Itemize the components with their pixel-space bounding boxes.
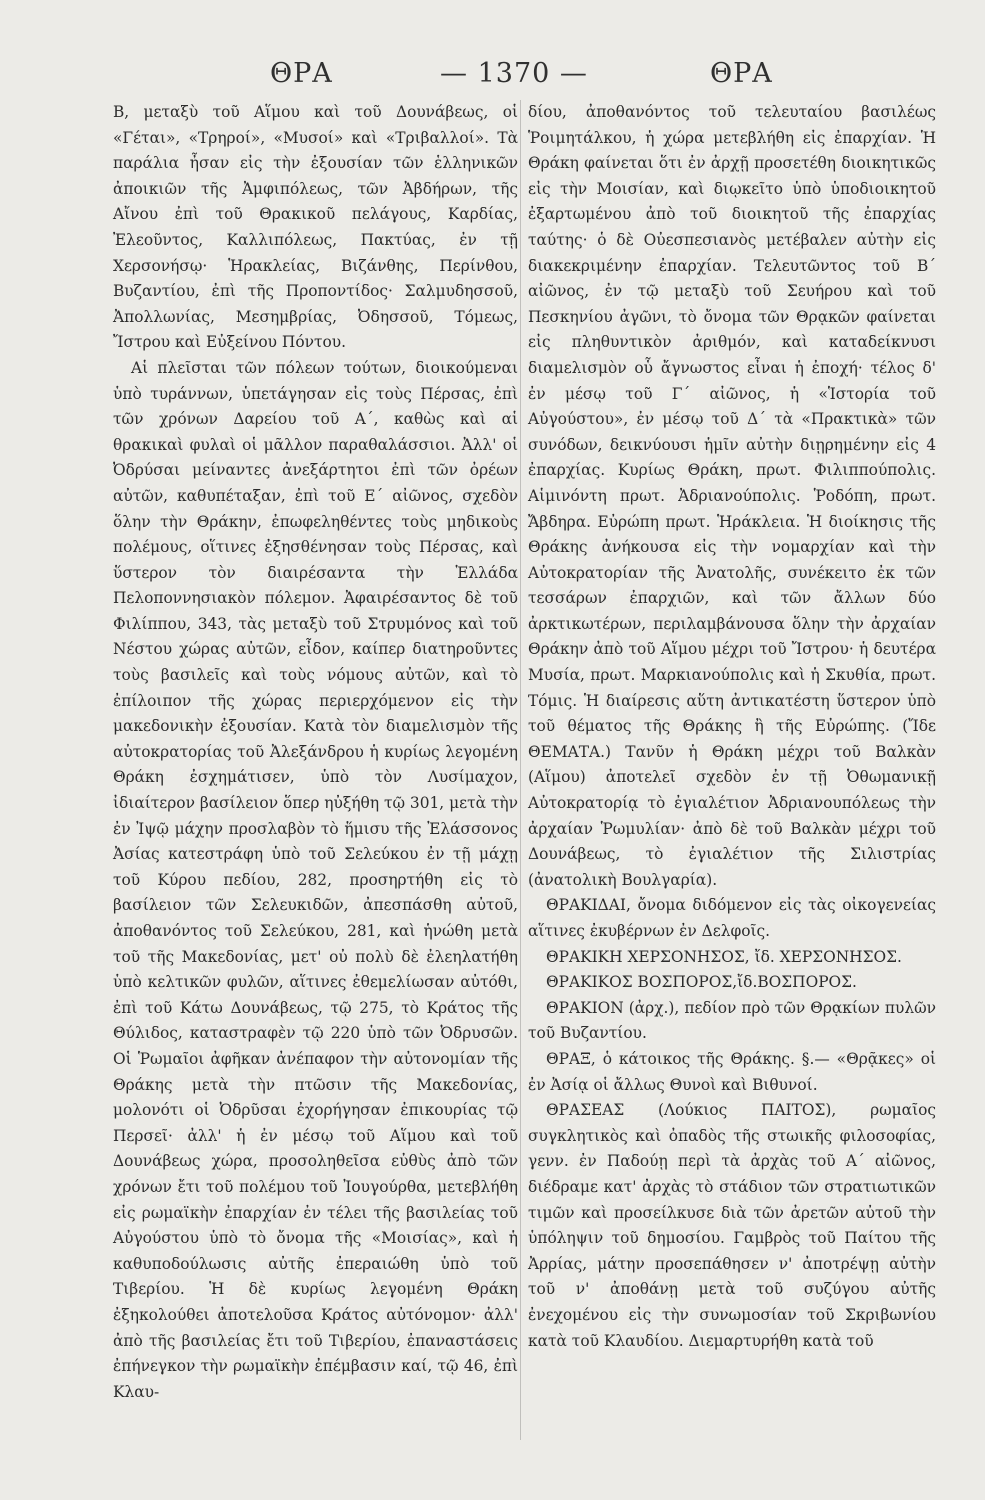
- page-header: [110, 58, 830, 92]
- page-number: — 1370 —: [440, 58, 588, 89]
- running-head-right: ΘΡΑ: [710, 58, 773, 89]
- right-paragraph-1: δίου, ἀποθανόντος τοῦ τελευταίου βασιλέως Ῥοιμητάλκου, ἡ χώρα μετεβλήθη εἰς ἐπαρχίαν. Ἡ Θράκη φαίνεται ὅτι ἐν ἀρχῇ προσετέθη διοικητικῶς εἰς τὴν Μοισίαν, καὶ διῳκεῖτο ὑπὸ ὑποδιοικητοῦ ἐξαρτωμένου ἀπὸ τοῦ διοικητοῦ τῆς ἐπαρχίας ταύτης· ὁ δὲ Οὐεσπεσιανὸς μετέβαλεν αὐτὴν εἰς διακεκριμένην ἐπαρχίαν. Τελευτῶντος τοῦ Β΄ αἰῶνος, ἐν τῷ μεταξὺ τοῦ Σευήρου καὶ τοῦ Πεσκηνίου ἀγῶνι, τὸ ὄνομα τῶν Θρᾳκῶν φαίνεται εἰς πληθυντικὸν ἀριθμόν, καὶ καταδείκνυσι διαμελισμὸν οὗ ἄγνωστος εἶναι ἡ ἐποχή· τέλος δ' ἐν μέσῳ τοῦ Γ΄ αἰῶνος, ἡ «Ἱστορία τοῦ Αὐγούστου», ἐν μέσῳ τοῦ Δ΄ τὰ «Πρακτικὰ» τῶν συνόδων, δεικνύουσι ἡμῖν αὐτὴν διῃρημένην εἰς 4 ἐπαρχίας. Κυρίως Θράκη, πρωτ. Φιλιππούπολις. Αἱμινόντη πρωτ. Ἀδριανούπολις. Ῥοδόπη, πρωτ. Ἄβδηρα. Εὐρώπη πρωτ. Ἡράκλεια. Ἡ διοίκησις τῆς Θράκης ἀνήκουσα εἰς τὴν νομαρχίαν καὶ τὴν Αὐτοκρατορίαν τῆς Ἀνατολῆς, συνέκειτο ἐκ τῶν τεσσάρων ἐπαρχιῶν, καὶ τῶν ἄλλων δύο ἀρκτικωτέρων, περιλαμβάνουσα ὅλην τὴν ἀρχαίαν Θράκην ἀπὸ τοῦ Αἵμου μέχρι τοῦ Ἴστρου· ἡ δευτέρα Μυσία, πρωτ. Μαρκιανούπολις καὶ ἡ Σκυθία, πρωτ. Τόμις. Ἡ διαίρεσις αὕτη ἀντικατέστη ὕστερον ὑπὸ τοῦ θέματος τῆς Θράκης ἢ τῆς Εὐρώπης. (Ἴδε ΘΕΜΑΤΑ.) Τανῦν ἡ Θράκη μέχρι τοῦ Βαλκὰν (Αἵμου) ἀποτελεῖ σχεδὸν ἐν τῇ Ὀθωμανικῇ Αὐτοκρατορίᾳ τὸ ἐγιαλέτιον Ἀδριανουπόλεως τὴν ἀρχαίαν Ῥωμυλίαν· ἀπὸ δὲ τοῦ Βαλκὰν μέχρι τοῦ Δουνάβεως, τὸ ἐγιαλέτιον τῆς Σιλιστρίας (ἀνατολικὴ Βουλγαρία).: [528, 103, 936, 889]
- left-paragraph-1: Β, μεταξὺ τοῦ Αἵμου καὶ τοῦ Δουνάβεως, οἱ «Γέται», «Τρηροί», «Μυσοί» καὶ «Τριβαλλοί». Τὰ παράλια ἦσαν εἰς τὴν ἐξουσίαν τῶν ἑλληνικῶν ἀποικιῶν τῆς Ἀμφιπόλεως, τῶν Ἀβδήρων, τῆς Αἴνου ἐπὶ τοῦ Θρακικοῦ πελάγους, Καρδίας, Ἐλεοῦντος, Καλλιπόλεως, Πακτύας, ἐν τῇ Χερσονήσῳ· Ἡρακλείας, Βιζάνθης, Περίνθου, Βυζαντίου, ἐπὶ τῆς Προποντίδος· Σαλμυδησσοῦ, Ἀπολλωνίας, Μεσημβρίας, Ὀδησσοῦ, Τόμεως, Ἴστρου καὶ Εὐξείνου Πόντου.: [113, 103, 518, 352]
- entry-thrakikos-bosporos: ΘΡΑΚΙΚΟΣ ΒΟΣΠΟΡΟΣ,ἴδ.ΒΟΣΠΟΡΟΣ.: [546, 973, 857, 992]
- column-divider: [520, 100, 521, 1440]
- left-column: [113, 100, 518, 1405]
- right-column: [528, 100, 936, 1354]
- running-head-left: ΘΡΑ: [270, 58, 333, 89]
- entry-thraseas: ΘΡΑΣΕΑΣ (Λούκιος ΠΑΙΤΟΣ), ρωμαῖος συγκλητικὸς καὶ ὀπαδὸς τῆς στωικῆς φιλοσοφίας, γενν. ἐν Παδούῃ περὶ τὰ ἀρχὰς τοῦ Α΄ αἰῶνος, διέδραμε κατ' ἀρχὰς τὸ στάδιον τῶν στρατιωτικῶν τιμῶν καὶ προσείλκυσε διὰ τῶν ἀρετῶν αὐτοῦ τὴν ὑπόληψιν τοῦ δημοσίου. Γαμβρὸς τοῦ Παίτου τῆς Ἀρρίας, μάτην προσεπάθησεν ν' ἀποτρέψῃ αὐτὴν τοῦ ν' ἀποθάνῃ μετὰ τοῦ συζύγου αὐτῆς ἐνεχομένου εἰς τὴν συνωμοσίαν τοῦ Σκριβωνίου κατὰ τοῦ Κλαυδίου. Διεμαρτυρήθη κατὰ τοῦ: [528, 1101, 936, 1350]
- entry-thrakion: ΘΡΑΚΙΟΝ (ἀρχ.), πεδίον πρὸ τῶν Θρᾳκίων πυλῶν τοῦ Βυζαντίου.: [528, 998, 936, 1043]
- entry-thrax: ΘΡΑΞ, ὁ κάτοικος τῆς Θράκης. §.— «Θρᾷκες» οἱ ἐν Ἀσίᾳ οἱ ἄλλως Θυνοὶ καὶ Βιθυνοί.: [528, 1049, 936, 1094]
- left-paragraph-2: Αἱ πλεῖσται τῶν πόλεων τούτων, διοικούμεναι ὑπὸ τυράννων, ὑπετάγησαν εἰς τοὺς Πέρσας, ἐπὶ τῶν χρόνων Δαρείου τοῦ Α΄, καθὼς καὶ αἱ θρακικαὶ φυλαὶ οἱ μᾶλλον παραθαλάσσιοι. Ἀλλ' οἱ Ὀδρύσαι μείναντες ἀνεξάρτητοι ἐπὶ τῶν ὀρέων αὐτῶν, καθυπέταξαν, ἐπὶ τοῦ Ε΄ αἰῶνος, σχεδὸν ὅλην τὴν Θράκην, ἐπωφεληθέντες τοὺς μηδικοὺς πολέμους, οἵτινες ἐξησθένησαν τοὺς Πέρσας, καὶ ὕστερον τὸν διαιρέσαντα τὴν Ἑλλάδα Πελοποννησιακὸν πόλεμον. Ἀφαιρέσαντος δὲ τοῦ Φιλίππου, 343, τὰς μεταξὺ τοῦ Στρυμόνος καὶ τοῦ Νέστου χώρας αὐτῶν, εἶδον, καίπερ διατηροῦντες τοὺς βασιλεῖς καὶ τοὺς νόμους αὐτῶν, καὶ τὸ ἐπίλοιπον τῆς χώρας περιερχόμενον εἰς τὴν μακεδονικὴν ἐξουσίαν. Κατὰ τὸν διαμελισμὸν τῆς αὐτοκρατορίας τοῦ Ἀλεξάνδρου ἡ κυρίως λεγομένη Θράκη ἐσχημάτισεν, ὑπὸ τὸν Λυσίμαχον, ἰδιαίτερον βασίλειον ὅπερ ηὐξήθη τῷ 301, μετὰ τὴν ἐν Ἰψῷ μάχην προσλαβὸν τὸ ἥμισυ τῆς Ἐλάσσονος Ἀσίας κατεστράφη ὑπὸ τοῦ Σελεύκου ἐν τῇ μάχῃ τοῦ Κύρου πεδίου, 282, προσηρτήθη εἰς τὸ βασίλειον τῶν Σελευκιδῶν, ἀπεσπάσθη αὐτοῦ, ἀποθανόντος τοῦ Σελεύκου, 281, καὶ ἡνώθη μετὰ τοῦ τῆς Μακεδονίας, μετ' οὐ πολὺ δὲ ἐλεηλατήθη ὑπὸ κελτικῶν φυλῶν, αἵτινες ἐθεμελίωσαν αὐτόθι, ἐπὶ τοῦ Κάτω Δουνάβεως, τῷ 275, τὸ Κράτος τῆς Θύλιδος, καταστραφὲν τῷ 220 ὑπὸ τῶν Ὀδρυσῶν. Οἱ Ῥωμαῖοι ἀφῆκαν ἀνέπαφον τὴν αὐτονομίαν τῆς Θράκης μετὰ τὴν πτῶσιν τῆς Μακεδονίας, μολονότι οἱ Ὀδρῦσαι ἐχορήγησαν ἐπικουρίας τῷ Περσεῖ· ἀλλ' ἡ ἐν μέσῳ τοῦ Αἵμου καὶ τοῦ Δουνάβεως χώρα, προσοληθεῖσα εὐθὺς ἀπὸ τῶν χρόνων ἔτι τοῦ πολέμου τοῦ Ἰουγούρθα, μετεβλήθη εἰς ρωμαϊκὴν ἐπαρχίαν ἐν τέλει τῆς βασιλείας τοῦ Αὐγούστου ὑπὸ τὸ ὄνομα τῆς «Μοισίας», καὶ ἡ καθυποδούλωσις αὐτῆς ἐπεραιώθη ὑπὸ τοῦ Τιβερίου. Ἡ δὲ κυρίως λεγομένη Θράκη ἐξηκολούθει ἀποτελοῦσα Κράτος αὐτόνομον· ἀλλ' ἀπὸ τῆς βασιλείας ἔτι τοῦ Τιβερίου, ἐπαναστάσεις ἐπήνεγκον τὴν ρωμαϊκὴν ἐπέμβασιν καί, τῷ 46, ἐπὶ Κλαυ-: [113, 358, 518, 1401]
- entry-thrakidai: ΘΡΑΚΙΔΑΙ, ὄνομα διδόμενον εἰς τὰς οἰκογενείας αἵτινες ἐκυβέρνων ἐν Δελφοῖς.: [528, 896, 936, 940]
- entry-thrakike-chersonesos: ΘΡΑΚΙΚΗ ΧΕΡΣΟΝΗΣΟΣ, ἴδ. ΧΕΡΣΟΝΗΣΟΣ.: [546, 947, 902, 966]
